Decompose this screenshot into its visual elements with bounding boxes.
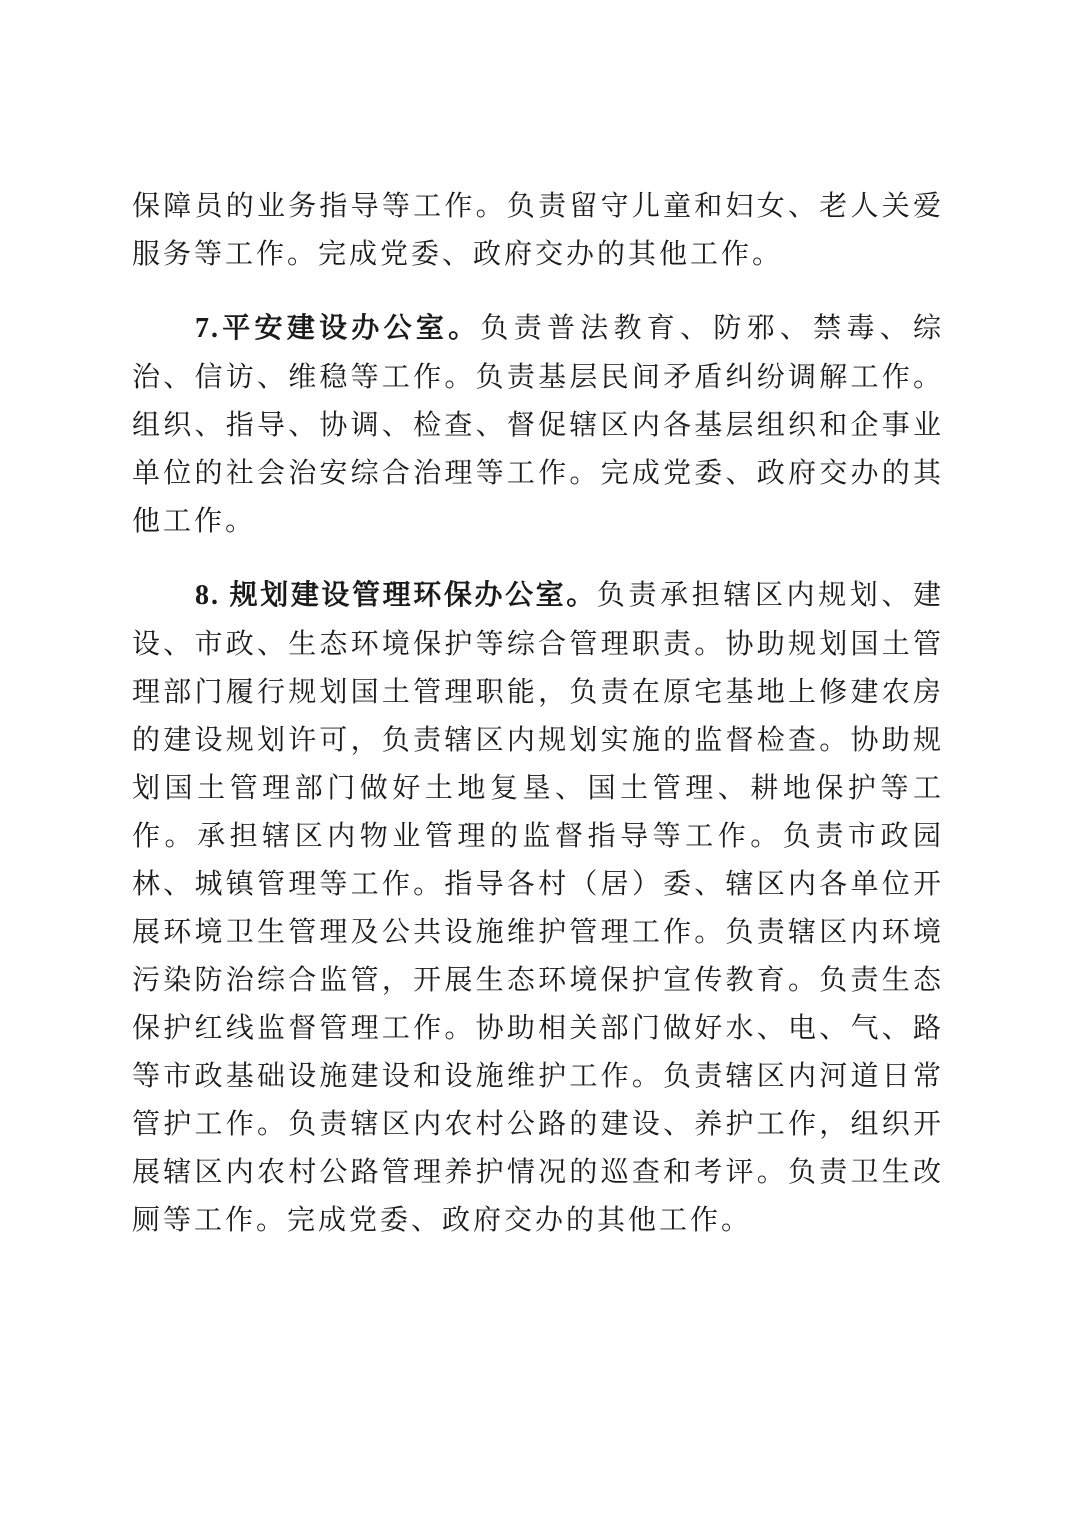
section-8-body: 负责承担辖区内规划、建设、市政、生态环境保护等综合管理职责。协助规划国土管理部门履行规划国土管理职能，负责在原宅基地上修建农房的建设规划许可，负责辖区内规划实施的监督检查。协助规划国土管理部门做好土地复垦、国土管理、耕地保护等工作。承担辖区内物业管理的监督指导等工作。负责市政园林、城镇管理等工作。指导各村（居）委、辖区内各单位开展环境卫生管理及公共设施维护管理工作。负责辖区内环境污染防治综合监管，开展生态环境保护宣传教育。负责生态保护红线监督管理工作。协助相关部门做好水、电、气、路等市政基础设施建设和设施维护工作。负责辖区内河道日常管护工作。负责辖区内农村公路的建设、养护工作，组织开展辖区内农村公路管理养护情况的巡查和考评。负责卫生改厕等工作。完成党委、政府交办的其他工作。: [132, 578, 944, 1236]
section-8-paragraph: [132, 571, 944, 1244]
section-7-heading: 7.平安建设办公室。: [195, 313, 481, 344]
intro-paragraph: 保障员的业务指导等工作。负责留守儿童和妇女、老人关爱服务等工作。完成党委、政府交办的其他工作。: [132, 189, 944, 270]
section-7-body: 负责普法教育、防邪、禁毒、综治、信访、维稳等工作。负责基层民间矛盾纠纷调解工作。组织、指导、协调、检查、督促辖区内各基层组织和企事业单位的社会治安综合治理等工作。完成党委、政府交办的其他工作。: [132, 311, 944, 537]
section-8-heading: 8. 规划建设管理环保办公室。: [195, 580, 597, 611]
document-body: [132, 182, 944, 1244]
section-7-paragraph: [132, 304, 944, 545]
